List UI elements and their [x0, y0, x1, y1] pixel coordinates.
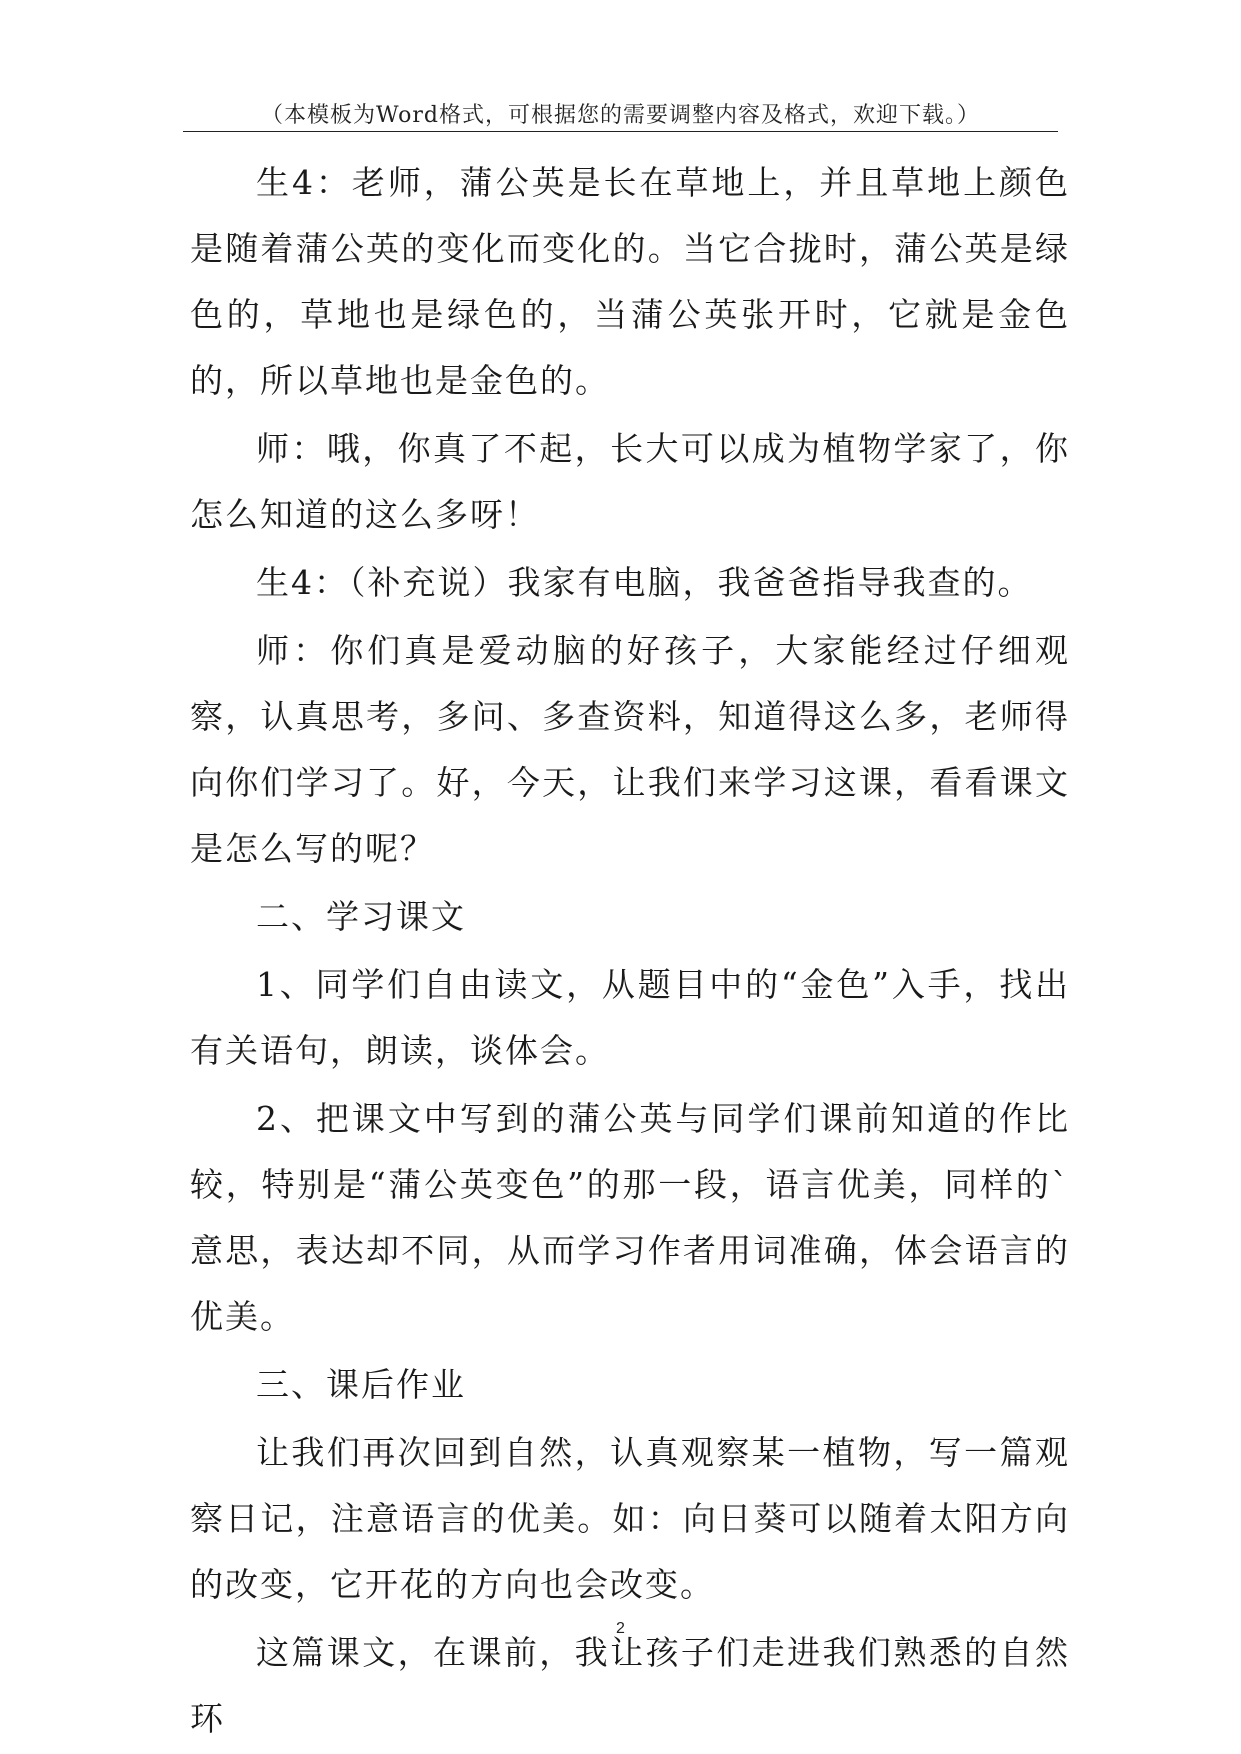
paragraph: 生4：（补充说）我家有电脑，我爸爸指导我查的。: [256, 563, 1033, 602]
header-divider: [183, 131, 1058, 132]
section-heading: 二、学习课文: [256, 897, 466, 936]
document-body: [190, 150, 1070, 1754]
list-item: 1、同学们自由读文，从题目中的“金色”入手，找出有关语句，朗读，谈体会。: [190, 965, 1070, 1070]
section-heading: 三、课后作业: [256, 1365, 466, 1404]
page-number: 2: [616, 1620, 625, 1637]
paragraph: 师：哦，你真了不起，长大可以成为植物学家了，你怎么知道的这么多呀！: [190, 429, 1070, 534]
page-header: （本模板为Word格式，可根据您的需要调整内容及格式，欢迎下载。）: [261, 103, 980, 128]
list-item: 2、把课文中写到的蒲公英与同学们课前知道的作比较，特别是“蒲公英变色”的那一段，语言优美，同样的`意思，表达却不同，从而学习作者用词准确，体会语言的优美。: [190, 1099, 1070, 1336]
paragraph: 生4：老师，蒲公英是长在草地上，并且草地上颜色是随着蒲公英的变化而变化的。当它合拢时，蒲公英是绿色的，草地也是绿色的，当蒲公英张开时，它就是金色的，所以草地也是金色的。: [190, 163, 1070, 400]
paragraph: 让我们再次回到自然，认真观察某一植物，写一篇观察日记，注意语言的优美。如：向日葵可以随着太阳方向的改变，它开花的方向也会改变。: [190, 1433, 1070, 1604]
paragraph: 这篇课文，在课前，我让孩子们走进我们熟悉的自然环: [190, 1633, 1070, 1738]
paragraph: 师：你们真是爱动脑的好孩子，大家能经过仔细观察，认真思考，多问、多查资料，知道得这么多，老师得向你们学习了。好，今天，让我们来学习这课，看看课文是怎么写的呢？: [190, 631, 1070, 868]
